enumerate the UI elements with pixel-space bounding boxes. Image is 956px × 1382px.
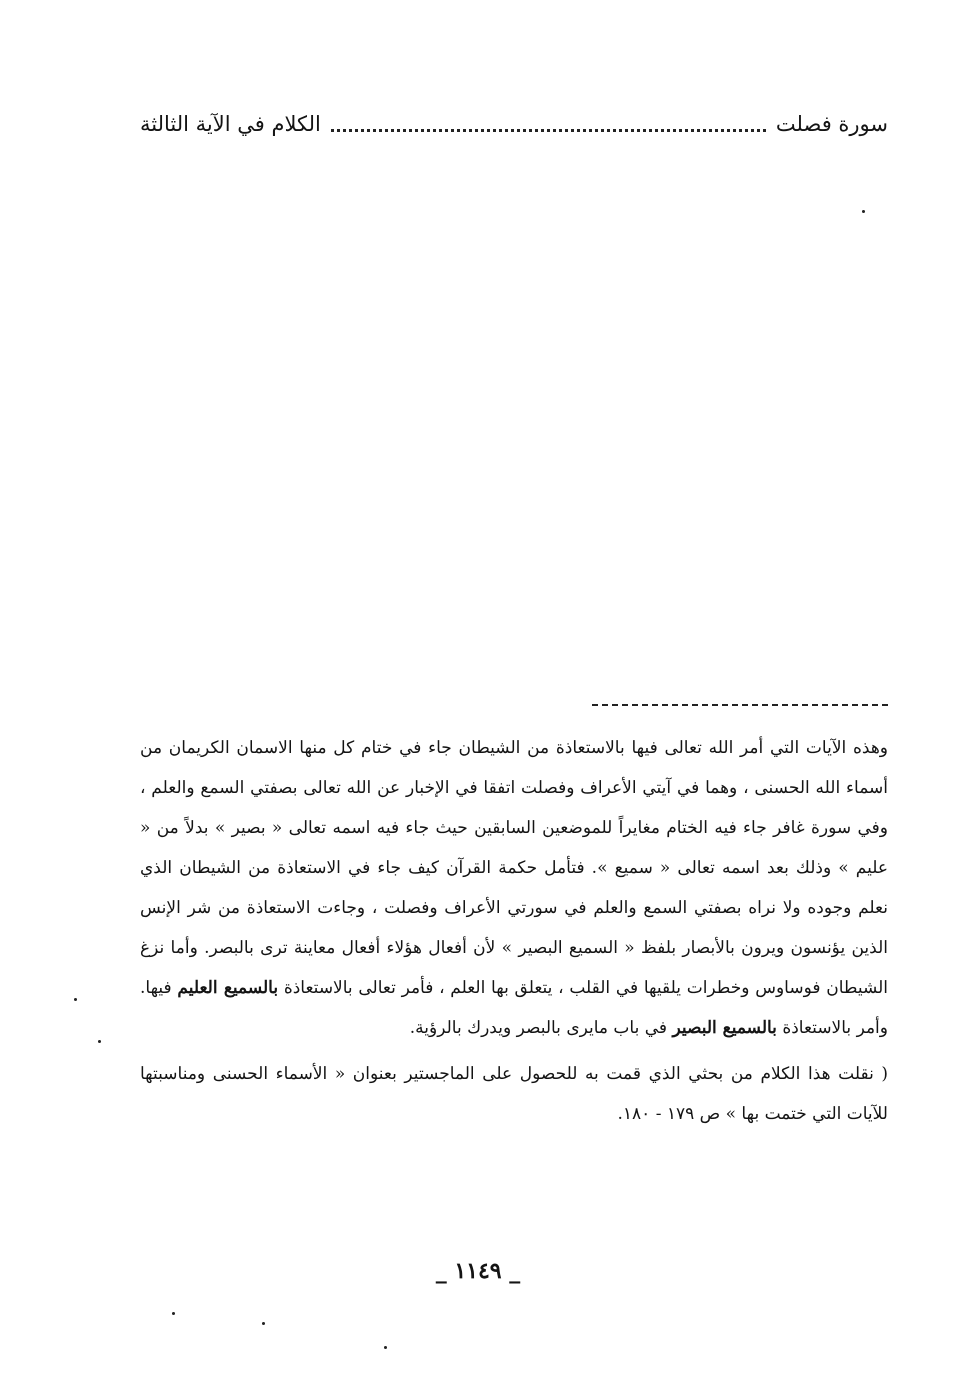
footnote-separator <box>592 704 888 706</box>
scan-speck <box>98 1040 101 1043</box>
footnote-text: وهذه الآيات التي أمر الله تعالى فيها بالاستعاذة من الشيطان جاء في ختام كل منها الاسمان الكريمان من أسماء الله الحسنى ، وهما في آيتي الأعراف وفصلت اتفقا في الإخبار عن الله تعالى بصفتي السمع والعلم ، وفي سورة غافر جاء فيه الختام مغايراً للموضعين السابقين حيث جاء فيه اسمه تعالى « بصير » بدلاً من « عليم » وذلك بعد اسمه تعالى « سميع ». فتأمل حكمة القرآن كيف جاء في الاستعاذة من الشيطان الذي نعلم وجوده ولا نراه بصفتي السمع والعلم في سورتي الأعراف وفصلت ، وجاءت الاستعاذة من شر الإنس الذين يؤنسون ويرون بالأبصار بلفظ « السميع البصير » لأن أفعال هؤلاء أفعال معاينة ترى بالبصر. وأما نزغ الشيطان فوساوس وخطرات يلقيها في القلب ، يتعلق بها العلم ، فأمر تعالى بالاستعاذة <box>140 738 889 998</box>
surah-title: سورة فصلت <box>775 112 888 136</box>
page-number: _ ١١٤٩ _ <box>435 1258 521 1284</box>
emphasis-phrase: بالسميع العليم <box>177 978 279 998</box>
scan-speck <box>172 1312 175 1315</box>
footnote-block <box>140 728 888 1134</box>
scan-speck <box>384 1346 387 1349</box>
source-note: ( نقلت هذا الكلام من بحثي الذي قمت به للحصول على الماجستير بعنوان « الأسماء الحسنى ومناسبتها للآيات التي ختمت بها » ص ١٧٩ - ١٨٠. <box>140 1064 888 1124</box>
scan-speck <box>262 1322 265 1325</box>
footnote-paragraph <box>140 728 888 1048</box>
footnote-text-tail: في باب مايرى بالبصر ويدرك بالرؤية. <box>409 1018 673 1038</box>
section-title: الكلام في الآية الثالثة <box>140 112 321 136</box>
scan-speck <box>74 998 77 1001</box>
footnote-text-mid: فيها. وأمر بالاستعاذة <box>140 978 888 1038</box>
running-header <box>140 104 888 144</box>
scan-speck <box>862 210 865 213</box>
header-dot-leader <box>331 129 766 132</box>
emphasis-phrase: بالسميع البصير <box>672 1018 777 1038</box>
